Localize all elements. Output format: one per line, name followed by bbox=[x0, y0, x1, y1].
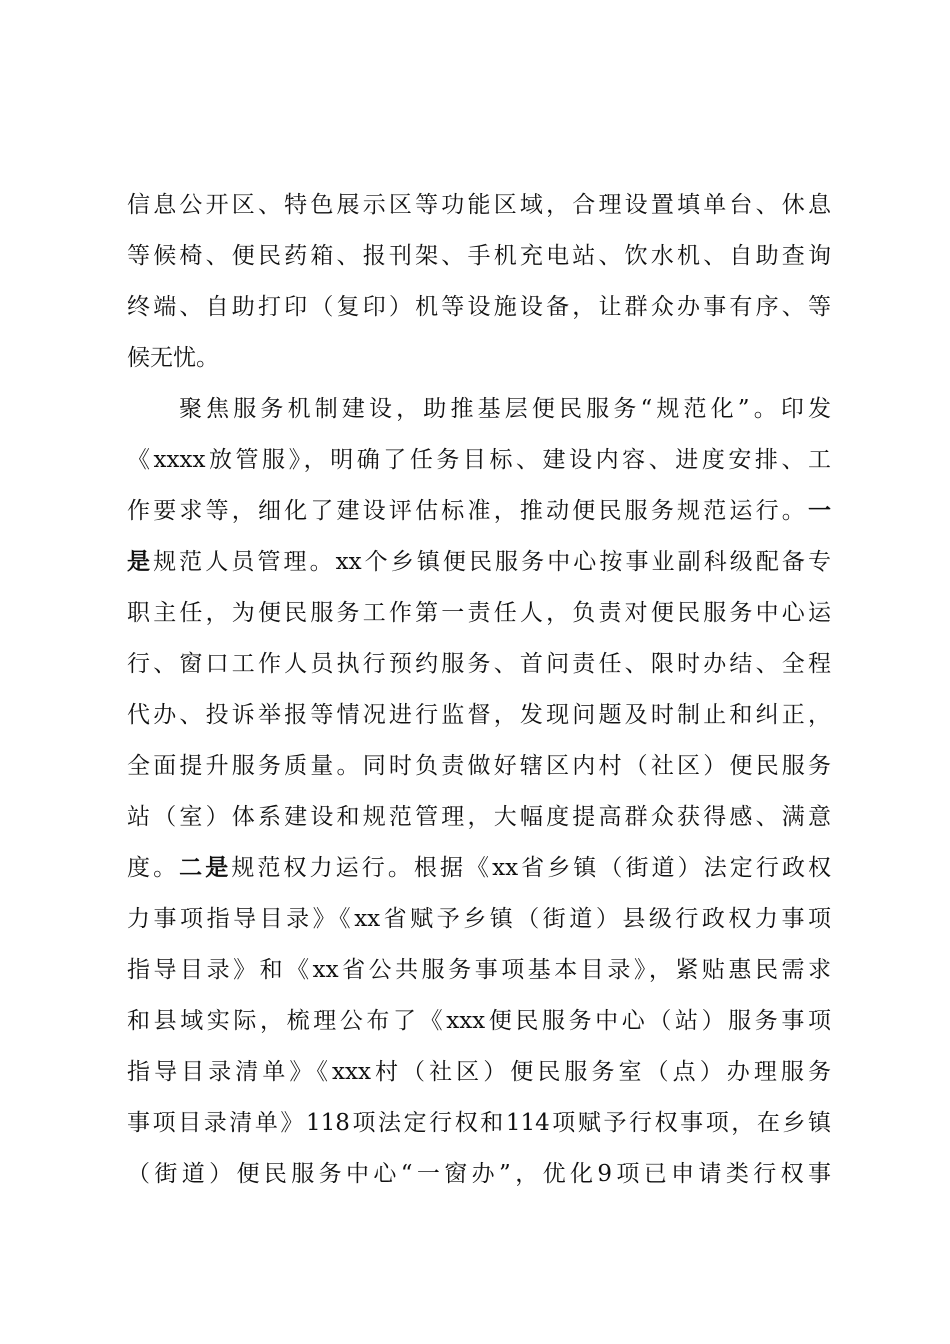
line-text: 度。 bbox=[127, 855, 180, 881]
paragraph-line bbox=[127, 749, 831, 783]
paragraph-line bbox=[127, 800, 831, 834]
line-text: 事项目录清单》118项法定行权和114项赋予行权事项，在乡镇 bbox=[127, 1110, 831, 1136]
paragraph-line bbox=[127, 1157, 831, 1191]
paragraph-line bbox=[127, 851, 831, 885]
line-text: 等候椅、便民药箱、报刊架、手机充电站、饮水机、自助查询 bbox=[127, 243, 831, 269]
emphasis-ordinal-one: 一 bbox=[808, 497, 831, 524]
line-text: 《xxxx放管服》，明确了任务目标、建设内容、进度安排、工 bbox=[127, 447, 831, 473]
line-text: （街道）便民服务中心“一窗办”，优化9项已申请类行权事 bbox=[127, 1161, 831, 1187]
line-text: 规范人员管理。xx个乡镇便民服务中心按事业副科级配备专 bbox=[153, 549, 832, 575]
line-text: 代办、投诉举报等情况进行监督，发现问题及时制止和纠正， bbox=[127, 702, 831, 728]
paragraph-line bbox=[127, 341, 831, 375]
paragraph-line bbox=[127, 290, 831, 324]
paragraph-line bbox=[127, 596, 831, 630]
line-text: 聚焦服务机制建设，助推基层便民服务“规范化”。印发 bbox=[179, 396, 831, 422]
line-text: 候无忧。 bbox=[127, 345, 219, 371]
paragraph-line bbox=[127, 443, 831, 477]
paragraph-line bbox=[179, 392, 831, 426]
paragraph-line bbox=[127, 902, 831, 936]
paragraph-line bbox=[127, 647, 831, 681]
line-text: 行、窗口工作人员执行预约服务、首问责任、限时办结、全程 bbox=[127, 651, 831, 677]
line-text: 站（室）体系建设和规范管理，大幅度提高群众获得感、满意 bbox=[127, 804, 831, 830]
line-text: 和县域实际，梳理公布了《xxx便民服务中心（站）服务事项 bbox=[127, 1008, 831, 1034]
line-text: 规范权力运行。根据《xx省乡镇（街道）法定行政权 bbox=[231, 855, 832, 881]
line-text: 职主任，为便民服务工作第一责任人，负责对便民服务中心运 bbox=[127, 600, 831, 626]
paragraph-line bbox=[127, 698, 831, 732]
line-text: 指导目录清单》《xxx村（社区）便民服务室（点）办理服务 bbox=[127, 1059, 831, 1085]
line-text: 信息公开区、特色展示区等功能区域，合理设置填单台、休息 bbox=[127, 192, 831, 218]
line-text: 终端、自助打印（复印）机等设施设备，让群众办事有序、等 bbox=[127, 294, 831, 320]
emphasis-ordinal-one-suffix: 是 bbox=[127, 548, 154, 575]
paragraph-line bbox=[127, 545, 831, 579]
paragraph-line bbox=[127, 494, 831, 528]
paragraph-line bbox=[127, 1004, 831, 1038]
paragraph-line bbox=[127, 188, 831, 222]
paragraph-line bbox=[127, 239, 831, 273]
line-text: 全面提升服务质量。同时负责做好辖区内村（社区）便民服务 bbox=[127, 753, 831, 779]
emphasis-ordinal-two: 二是 bbox=[179, 854, 232, 881]
paragraph-line bbox=[127, 953, 831, 987]
line-text: 指导目录》和《xx省公共服务事项基本目录》，紧贴惠民需求 bbox=[127, 957, 831, 983]
line-text: 力事项指导目录》《xx省赋予乡镇（街道）县级行政权力事项 bbox=[127, 906, 831, 932]
line-text: 作要求等，细化了建设评估标准，推动便民服务规范运行。 bbox=[127, 498, 808, 524]
paragraph-line bbox=[127, 1106, 831, 1140]
paragraph-line bbox=[127, 1055, 831, 1089]
